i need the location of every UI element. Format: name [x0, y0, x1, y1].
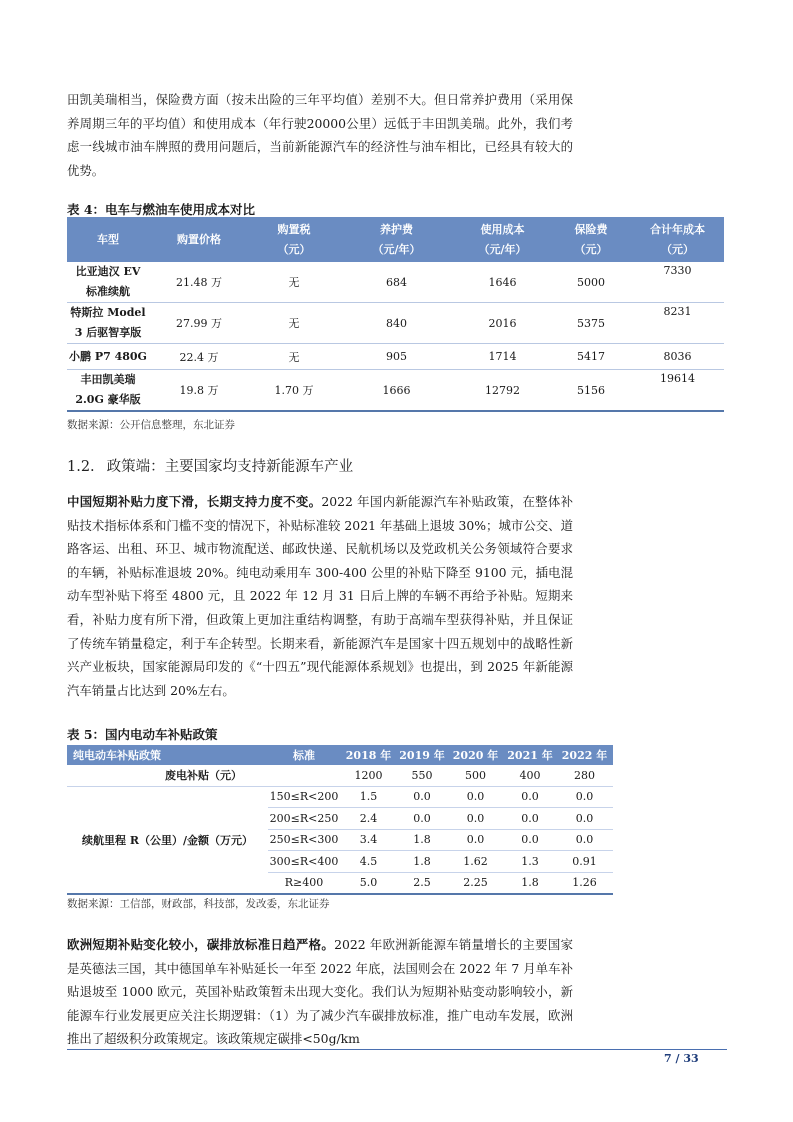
value-cell: 1.5	[340, 786, 397, 808]
table-header-row	[67, 745, 613, 765]
phev-label-cell: 废电补贴（元）	[165, 769, 242, 783]
maintenance-cell: 905	[339, 344, 454, 370]
car-model-cell: 特斯拉 Model 3 后驱智享版	[67, 303, 149, 344]
value-cell: 4.5	[340, 851, 397, 873]
value-cell: 550	[411, 768, 433, 782]
value-cell: 0.0	[556, 829, 613, 851]
value-cell: 1.26	[556, 872, 613, 894]
value-cell: 0.0	[447, 786, 504, 808]
insurance-cell: 5000	[551, 262, 631, 303]
value-cell: 0.0	[504, 829, 556, 851]
header-cell: 车型	[67, 217, 149, 262]
value-cell: 2.5	[397, 872, 447, 894]
value-cell: 0.0	[504, 786, 556, 808]
usage-cell: 1714	[454, 344, 551, 370]
page-number: 7 / 33	[664, 1052, 699, 1065]
price-cell: 21.48 万	[149, 262, 249, 303]
china-policy-paragraph	[67, 490, 573, 702]
value-cell: 0.91	[556, 851, 613, 873]
insurance-cell: 5375	[551, 303, 631, 344]
table-row	[67, 344, 724, 370]
table-row	[67, 303, 724, 344]
intro-paragraph: 田凯美瑞相当，保险费方面（按未出险的三年平均值）差别不大。但日常养护费用（采用保养周期三年的平均值）和使用成本（年行驶20000公里）远低于丰田凯美瑞。此外，我们考虑一线城市油车牌照的费用问题后，当前新能源汽车的经济性与油车相比，已经具有较大的优势。	[67, 92, 573, 178]
paragraph-body: 2022 年欧洲新能源车销量增长的主要国家是英德法三国，其中德国单车补贴延长一年至 2022 年底，法国则会在 2022 年 7 月单车补贴退坡至 1000 欧元，英国补贴政策暂未出现大变化。我们认为短期补贴变动影响较小，新能源车行业发展更应关注长期逻辑：（1）为了减少汽车碳排放标准，推广电动车发展，欧洲推出了超级积分政策规定。该政策规定碳排<50g/km	[67, 937, 574, 1047]
section-number: 1.2.	[67, 459, 95, 475]
total-cell: 7330	[631, 262, 724, 303]
usage-cell: 1646	[454, 262, 551, 303]
header-cell: 购置税 （元）	[249, 217, 339, 262]
total-cell: 8231	[631, 303, 724, 344]
section-heading	[67, 455, 353, 476]
header-cell: 2022 年	[556, 745, 613, 765]
header-cell: 2020 年	[447, 745, 504, 765]
value-cell: 0.0	[556, 786, 613, 808]
insurance-cell: 5156	[551, 370, 631, 412]
maintenance-cell: 840	[339, 303, 454, 344]
usage-cell: 12792	[454, 370, 551, 412]
car-model-cell: 小鹏 P7 480G	[67, 344, 149, 370]
insurance-cell: 5417	[551, 344, 631, 370]
total-cell: 19614	[631, 370, 724, 412]
paragraph-lead: 欧洲短期补贴变化较小，碳排放标准日趋严格。	[67, 937, 335, 952]
maintenance-cell: 684	[339, 262, 454, 303]
car-model-cell: 比亚迪汉 EV 标准续航	[67, 262, 149, 303]
header-cell: 合计年成本 （元）	[631, 217, 724, 262]
value-cell: 0.0	[556, 808, 613, 830]
footer-divider	[67, 1049, 727, 1050]
header-cell: 纯电动车补贴政策	[67, 745, 268, 765]
price-cell: 19.8 万	[149, 370, 249, 412]
value-cell: 280	[574, 768, 595, 782]
value-cell: 400	[519, 768, 541, 782]
value-cell: 5.0	[340, 872, 397, 894]
table-header-row	[67, 217, 724, 262]
price-cell: 27.99 万	[149, 303, 249, 344]
tax-cell: 无	[249, 262, 339, 303]
table5-caption: 表 5：国内电动车补贴政策	[67, 727, 218, 742]
tax-cell: 无	[249, 344, 339, 370]
standard-cell: R≥400	[268, 872, 340, 894]
tax-cell: 无	[249, 303, 339, 344]
value-cell: 1.62	[447, 851, 504, 873]
table-row	[67, 765, 613, 786]
header-cell: 保险费 （元）	[551, 217, 631, 262]
value-cell: 0.0	[447, 808, 504, 830]
header-cell: 购置价格	[149, 217, 249, 262]
header-cell: 养护费 （元/年）	[339, 217, 454, 262]
value-cell: 2.25	[447, 872, 504, 894]
value-cell: 1.8	[397, 851, 447, 873]
total-cell: 8036	[631, 344, 724, 370]
standard-cell: 250≤R<300	[268, 829, 340, 851]
table4-caption: 表 4：电车与燃油车使用成本对比	[67, 202, 256, 217]
table-row	[67, 370, 724, 412]
table-row	[67, 786, 613, 808]
usage-cell: 2016	[454, 303, 551, 344]
europe-policy-paragraph	[67, 933, 573, 1051]
maintenance-cell: 1666	[339, 370, 454, 412]
paragraph-body: 2022 年国内新能源汽车补贴政策，在整体补贴技术指标体系和门槛不变的情况下，补贴标准较 2021 年基础上退坡 30%；城市公交、道路客运、出租、环卫、城市物流配送、邮政快递、民航机场以及党政机关公务领域符合要求的车辆，补贴标准退坡 20%。纯电动乘用车 300-400 公里的补贴下降至 9100 元，插电混动车型补贴下将至 4800 元，且 2022 年 12 月 31 日后上牌的车辆不再给予补贴。短期来看，补贴力度有所下滑，但政策上更加注重结构调整，有助于高端车型获得补贴，并且保证了传统车销量稳定，利于车企转型。长期来看，新能源汽车是国家十四五规划中的战略性新兴产业板块，国家能源局印发的《“十四五”现代能源体系规划》也提出，到 2025 年新能源汽车销量占比达到 20%左右。	[67, 494, 573, 698]
standard-cell: 300≤R<400	[268, 851, 340, 873]
value-cell: 1200	[354, 768, 383, 782]
header-cell: 2021 年	[504, 745, 556, 765]
value-cell: 500	[465, 768, 486, 782]
value-cell: 0.0	[397, 808, 447, 830]
header-cell: 2018 年	[340, 745, 397, 765]
range-group-label: 续航里程 R（公里）/金额（万元）	[67, 786, 268, 894]
table5-source: 数据来源：工信部，财政部，科技部，发改委，东北证券	[67, 898, 330, 910]
table-row	[67, 262, 724, 303]
standard-cell: 200≤R<250	[268, 808, 340, 830]
standard-cell: 150≤R<200	[268, 786, 340, 808]
value-cell: 1.8	[397, 829, 447, 851]
cost-comparison-table	[67, 217, 724, 412]
car-model-cell: 丰田凯美瑞 2.0G 豪华版	[67, 370, 149, 412]
value-cell: 2.4	[340, 808, 397, 830]
value-cell: 1.8	[504, 872, 556, 894]
value-cell: 0.0	[447, 829, 504, 851]
table4-source: 数据来源：公开信息整理，东北证券	[67, 419, 235, 431]
paragraph-lead: 中国短期补贴力度下滑，长期支持力度不变。	[67, 494, 322, 509]
subsidy-policy-table	[67, 745, 613, 895]
section-title: 政策端：主要国家均支持新能源车产业	[106, 459, 354, 475]
header-cell: 使用成本 （元/年）	[454, 217, 551, 262]
value-cell: 0.0	[504, 808, 556, 830]
tax-cell: 1.70 万	[249, 370, 339, 412]
value-cell: 0.0	[397, 786, 447, 808]
header-cell: 2019 年	[397, 745, 447, 765]
value-cell: 3.4	[340, 829, 397, 851]
value-cell: 1.3	[504, 851, 556, 873]
header-cell: 标准	[268, 745, 340, 765]
price-cell: 22.4 万	[149, 344, 249, 370]
